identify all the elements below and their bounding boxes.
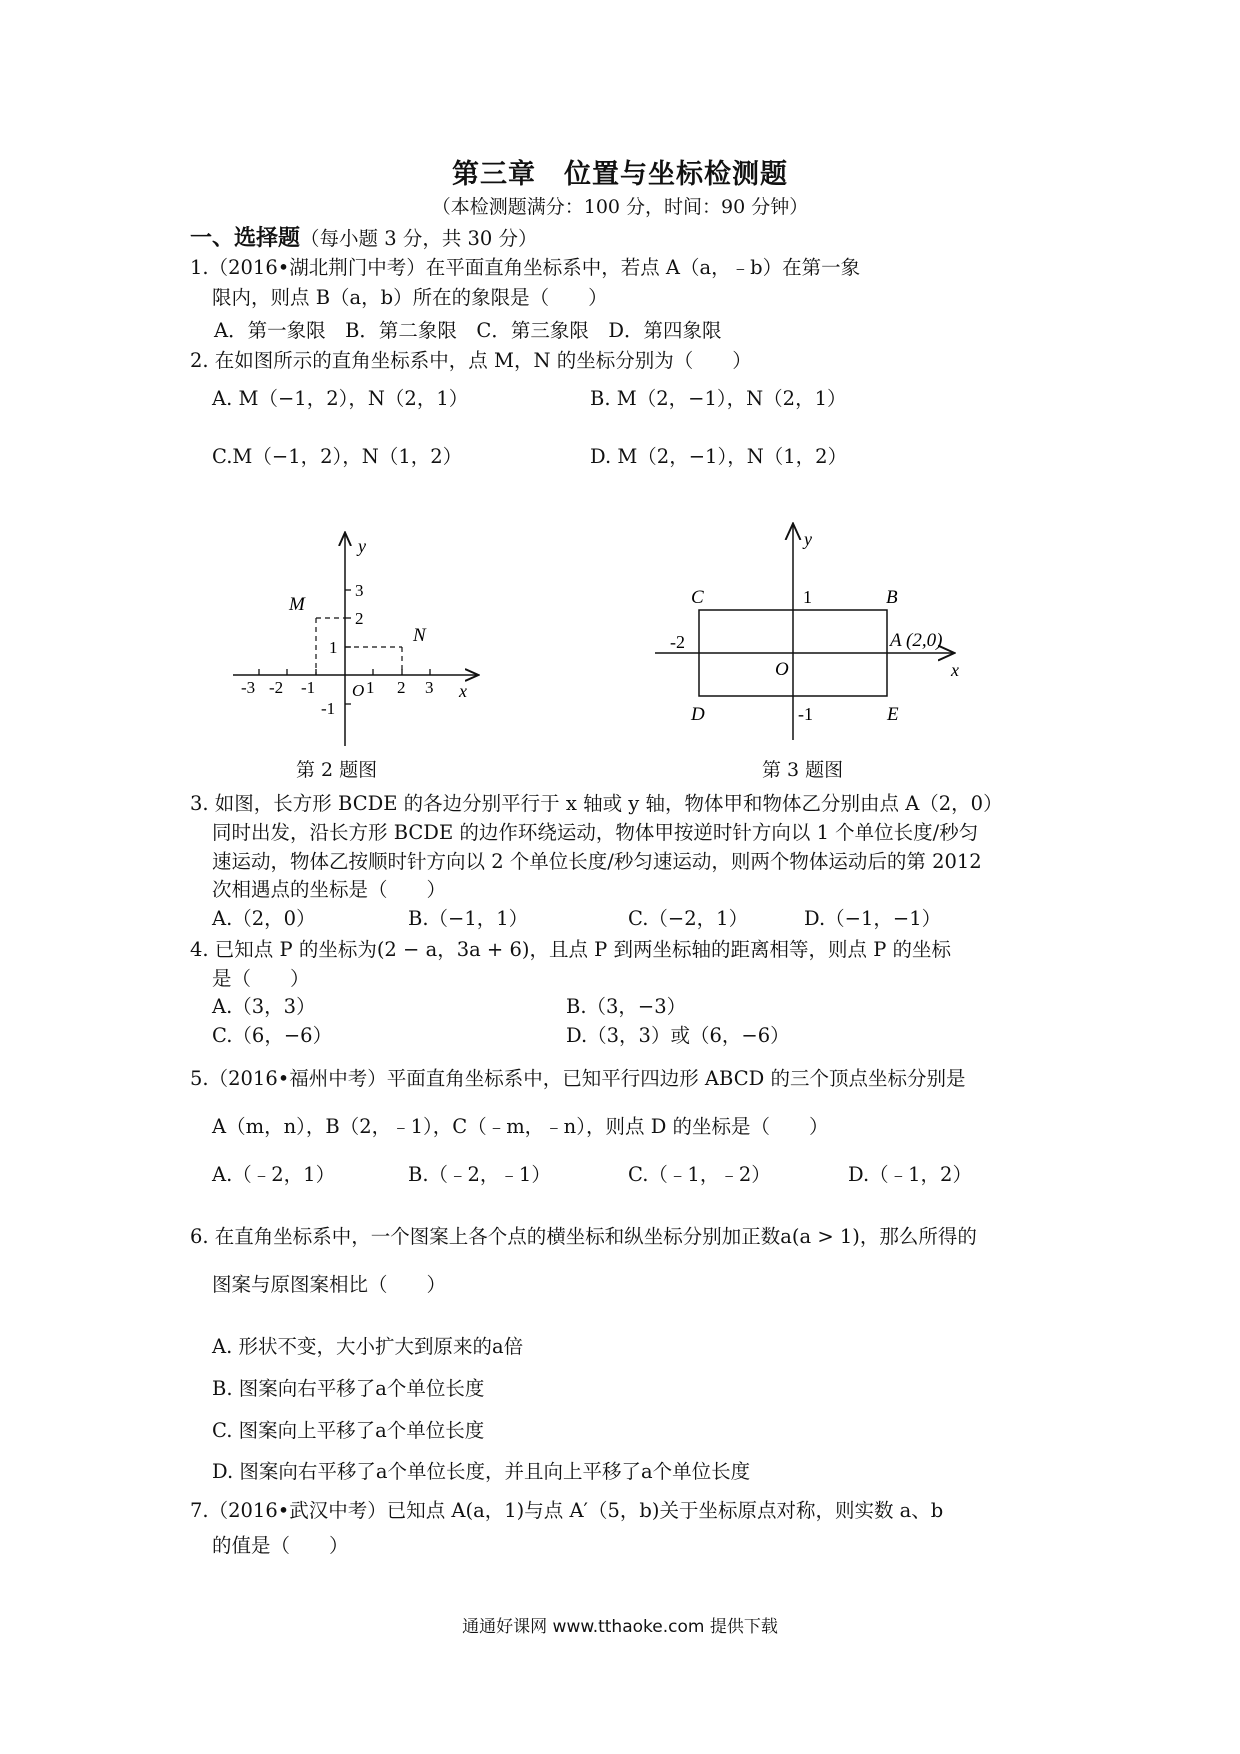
fig3-vertex-c: C: [691, 587, 704, 608]
fig3-x-axis-label: x: [951, 660, 959, 680]
figure-3-rectangle-diagram: [650, 518, 980, 743]
fig3-vertex-e: E: [887, 704, 899, 725]
q6-line1: 6. 在直角坐标系中，一个图案上各个点的横坐标和纵坐标分别加正数a(a > 1)，那么所得的: [190, 1225, 977, 1248]
q3-line4: 次相遇点的坐标是（ ）: [212, 878, 447, 901]
q6-option-b: B. 图案向右平移了a个单位长度: [212, 1377, 485, 1400]
q2-option-d: D. M（2，−1），N（1，2）: [590, 445, 848, 468]
fig2-origin-label: O: [352, 681, 365, 700]
q4-option-d: D.（3，3）或（6，−6）: [566, 1024, 790, 1047]
page-subtitle: （本检测题满分：100 分，时间：90 分钟）: [431, 196, 809, 218]
section-heading: [190, 221, 538, 253]
fig2-y-tick-m1: -1: [321, 699, 336, 718]
section-note: （每小题 3 分，共 30 分）: [300, 227, 538, 250]
q4-option-c: C.（6，−6）: [212, 1024, 333, 1047]
fig2-x-tick-2: 2: [397, 678, 406, 697]
q1-line1: 1.（2016•湖北荆门中考）在平面直角坐标系中，若点 A（a，﹣b）在第一象: [190, 256, 861, 279]
q3-option-a: A.（2，0）: [212, 907, 316, 930]
q3-option-b: B.（−1，1）: [408, 907, 529, 930]
fig3-y-axis-label: y: [804, 529, 812, 549]
q3-line2: 同时出发，沿长方形 BCDE 的边作环绕运动，物体甲按逆时针方向以 1 个单位长度/秒匀: [212, 821, 979, 844]
section-title: 一、选择题: [190, 225, 301, 251]
fig2-x-tick-m1: -1: [301, 678, 316, 697]
q2-option-c: C.M（−1，2），N（1，2）: [212, 445, 463, 468]
q6-option-a: A. 形状不变，大小扩大到原来的a倍: [212, 1335, 524, 1358]
fig2-x-tick-3: 3: [425, 678, 434, 697]
q5-option-a: A.（﹣2，1）: [212, 1163, 336, 1186]
q2-option-b: B. M（2，−1），N（2，1）: [590, 387, 847, 410]
fig2-x-tick-1: 1: [366, 678, 375, 697]
q6-option-c: C. 图案向上平移了a个单位长度: [212, 1419, 485, 1442]
q3-line1: 3. 如图，长方形 BCDE 的各边分别平行于 x 轴或 y 轴，物体甲和物体乙分别由点 A（2，0）: [190, 792, 1003, 815]
q5-line1: 5.（2016•福州中考）平面直角坐标系中，已知平行四边形 ABCD 的三个顶点坐标分别是: [190, 1067, 966, 1090]
q7-line2: 的值是（ ）: [212, 1534, 349, 1557]
q5-option-c: C.（﹣1，﹣2）: [628, 1163, 771, 1186]
page-title: 第三章 位置与坐标检测题: [452, 159, 788, 190]
fig3-origin-label: O: [775, 659, 789, 680]
figure-2-coordinate-plane: [225, 528, 490, 748]
fig2-x-axis-label: x: [459, 681, 467, 701]
q3-option-d: D.（−1，−1）: [804, 907, 942, 930]
q1-options: A．第一象限 B．第二象限 C．第三象限 D．第四象限: [214, 319, 722, 342]
q3-line3: 速运动，物体乙按顺时针方向以 2 个单位长度/秒匀速运动，则两个物体运动后的第 2012: [212, 850, 982, 873]
q5-option-b: B.（﹣2，﹣1）: [408, 1163, 551, 1186]
q4-option-a: A.（3，3）: [212, 995, 316, 1018]
q4-line2: 是（ ）: [212, 967, 310, 990]
fig3-vertex-b: B: [886, 587, 898, 608]
fig3-vertex-d: D: [691, 704, 705, 725]
fig2-y-tick-2: 2: [355, 609, 364, 628]
fig2-y-tick-3: 3: [355, 581, 364, 600]
fig3-point-a-label: A (2,0): [890, 630, 943, 651]
fig2-x-tick-m2: -2: [269, 678, 284, 697]
fig3-tick-m2: -2: [670, 632, 685, 652]
q6-option-d: D. 图案向右平移了a个单位长度，并且向上平移了a个单位长度: [212, 1460, 751, 1483]
fig2-y-axis-label: y: [358, 536, 366, 556]
fig2-x-tick-m3: -3: [241, 678, 256, 697]
q1-line2: 限内，则点 B（a，b）所在的象限是（ ）: [212, 286, 608, 309]
q6-line2: 图案与原图案相比（ ）: [212, 1273, 447, 1296]
fig2-point-n-label: N: [413, 625, 426, 646]
fig2-y-tick-1: 1: [329, 638, 338, 657]
q4-option-b: B.（3，−3）: [566, 995, 687, 1018]
fig3-tick-m1: -1: [798, 704, 813, 724]
q2-option-a: A. M（−1，2），N（2，1）: [212, 387, 469, 410]
q2-stem: 2. 在如图所示的直角坐标系中，点 M，N 的坐标分别为（ ）: [190, 349, 752, 372]
q3-option-c: C.（−2，1）: [628, 907, 749, 930]
footer-watermark: 通通好课网 www.tthaoke.com 提供下载: [462, 1617, 778, 1637]
fig2-point-m-label: M: [289, 594, 305, 615]
q5-line2: A（m，n），B（2，﹣1），C（﹣m，﹣n），则点 D 的坐标是（ ）: [212, 1115, 829, 1138]
q7-line1: 7.（2016•武汉中考）已知点 A(a，1)与点 A′（5，b)关于坐标原点对称，则实数 a、b: [190, 1499, 944, 1522]
q4-line1: 4. 已知点 P 的坐标为(2 − a，3a + 6)，且点 P 到两坐标轴的距离相等，则点 P 的坐标: [190, 938, 952, 961]
figure-2-caption: 第 2 题图: [296, 759, 378, 781]
q5-option-d: D.（﹣1，2）: [848, 1163, 972, 1186]
fig3-tick-1: 1: [803, 587, 812, 607]
figure-3-caption: 第 3 题图: [762, 759, 844, 781]
